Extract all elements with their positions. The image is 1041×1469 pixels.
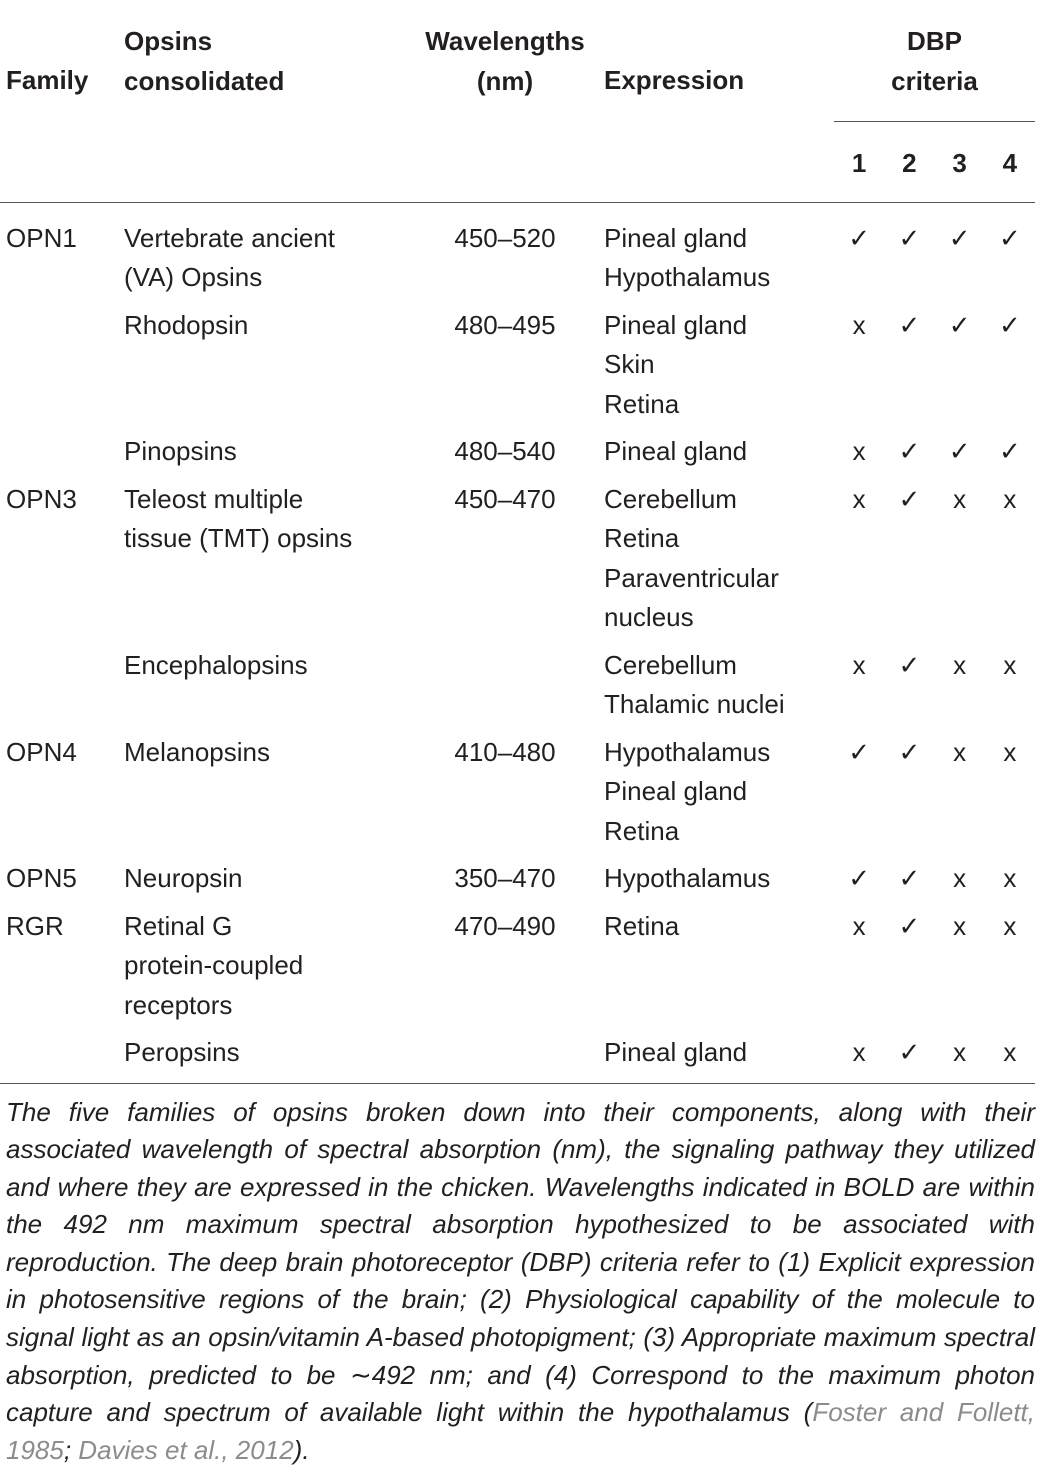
opsin-line: Retinal G xyxy=(124,907,406,947)
cell-opsin xyxy=(124,859,406,907)
cell-expression xyxy=(604,432,834,480)
table-body xyxy=(0,202,1035,1083)
cell-dbp-1: x xyxy=(834,432,884,480)
expression-line: nucleus xyxy=(604,598,834,638)
cell-dbp-2: ✓ xyxy=(884,646,934,733)
cell-family: OPN3 xyxy=(0,480,124,646)
table-caption xyxy=(6,1084,1035,1469)
opsin-line: Vertebrate ancient xyxy=(124,219,406,259)
cell-expression xyxy=(604,907,834,1034)
cell-expression xyxy=(604,1033,834,1083)
cell-expression xyxy=(604,733,834,860)
cell-family xyxy=(0,306,124,433)
expression-line: Hypothalamus xyxy=(604,733,834,773)
expression-line: Thalamic nuclei xyxy=(604,685,834,725)
cell-dbp-4: x xyxy=(985,646,1035,733)
caption-text: The five families of opsins broken down into their components, along with their associated wavelength of spectral absorption (nm), the signaling pathway they utilized and where they are expressed in the chicken. Wavelengths indicated in BOLD are within the 492 nm maximum spectral absorption hypothesized to be associated with reproduction. The deep brain photoreceptor (DBP) criteria refer to (1) Explicit expression in photosensitive regions of the brain; (2) Physiological capability of the molecule to signal light as an opsin/vitamin A-based photopigment; (3) Appropriate maximum spectral absorption, predicted to be ∼492 nm; and (4) Correspond to the maximum photon capture and spectrum of available light within the hypothalamus ( xyxy=(6,1097,1035,1428)
opsin-line: Pinopsins xyxy=(124,432,406,472)
cell-dbp-2: ✓ xyxy=(884,432,934,480)
table-row xyxy=(0,907,1035,1034)
caption-end: ). xyxy=(294,1435,310,1465)
cell-dbp-4: ✓ xyxy=(985,432,1035,480)
header-dbp-1: 1 xyxy=(834,122,884,203)
expression-line: Pineal gland xyxy=(604,306,834,346)
cell-dbp-3: x xyxy=(935,1033,985,1083)
cell-wavelength: 480–495 xyxy=(406,306,604,433)
table-header xyxy=(0,0,1035,202)
opsin-line: Rhodopsin xyxy=(124,306,406,346)
table-row xyxy=(0,859,1035,907)
cell-family xyxy=(0,1033,124,1083)
cell-dbp-3: ✓ xyxy=(935,432,985,480)
opsin-line: protein-coupled xyxy=(124,946,406,986)
expression-line: Paraventricular xyxy=(604,559,834,599)
header-dbp-2: 2 xyxy=(884,122,934,203)
header-dbp-criteria: DBP criteria xyxy=(834,0,1035,122)
header-expression: Expression xyxy=(604,0,834,202)
cell-opsin xyxy=(124,907,406,1034)
cell-dbp-1: x xyxy=(834,646,884,733)
cell-dbp-2: ✓ xyxy=(884,733,934,860)
cell-dbp-3: x xyxy=(935,480,985,646)
header-dbp-3: 3 xyxy=(935,122,985,203)
table-row xyxy=(0,733,1035,860)
opsin-line: (VA) Opsins xyxy=(124,258,406,298)
cell-dbp-4: x xyxy=(985,1033,1035,1083)
cell-opsin xyxy=(124,202,406,306)
cell-dbp-2: ✓ xyxy=(884,1033,934,1083)
cell-dbp-1: x xyxy=(834,907,884,1034)
cell-dbp-1: ✓ xyxy=(834,202,884,306)
opsin-line: Melanopsins xyxy=(124,733,406,773)
cell-dbp-3: x xyxy=(935,646,985,733)
expression-line: Cerebellum xyxy=(604,480,834,520)
expression-line: Skin xyxy=(604,345,834,385)
cell-expression xyxy=(604,646,834,733)
cell-dbp-2: ✓ xyxy=(884,907,934,1034)
cell-dbp-4: ✓ xyxy=(985,202,1035,306)
expression-line: Pineal gland xyxy=(604,432,834,472)
cell-dbp-1: ✓ xyxy=(834,859,884,907)
header-wavelengths: Wavelengths (nm) xyxy=(406,0,604,202)
cell-opsin xyxy=(124,646,406,733)
cell-dbp-4: x xyxy=(985,859,1035,907)
cell-family: OPN5 xyxy=(0,859,124,907)
cell-wavelength: 450–470 xyxy=(406,480,604,646)
expression-line: Retina xyxy=(604,519,834,559)
table-row xyxy=(0,646,1035,733)
cell-wavelength: 350–470 xyxy=(406,859,604,907)
cell-expression xyxy=(604,306,834,433)
cell-dbp-3: ✓ xyxy=(935,306,985,433)
expression-line: Retina xyxy=(604,812,834,852)
cell-opsin xyxy=(124,1033,406,1083)
cell-family xyxy=(0,646,124,733)
header-opsins: Opsins consolidated xyxy=(124,0,406,202)
expression-line: Retina xyxy=(604,385,834,425)
cell-wavelength xyxy=(406,646,604,733)
cell-family: OPN4 xyxy=(0,733,124,860)
cell-expression xyxy=(604,480,834,646)
cell-dbp-1: x xyxy=(834,1033,884,1083)
cell-dbp-4: x xyxy=(985,733,1035,860)
opsin-line: Neuropsin xyxy=(124,859,406,899)
cell-wavelength: 450–520 xyxy=(406,202,604,306)
cell-opsin xyxy=(124,432,406,480)
expression-line: Retina xyxy=(604,907,834,947)
citation-link-foster[interactable]: Foster and Follett, 1985 xyxy=(6,1397,1035,1465)
opsin-line: Peropsins xyxy=(124,1033,406,1073)
cell-family: RGR xyxy=(0,907,124,1034)
table-row xyxy=(0,1033,1035,1083)
cell-dbp-1: x xyxy=(834,480,884,646)
table-row xyxy=(0,202,1035,306)
cell-dbp-3: x xyxy=(935,907,985,1034)
cell-opsin xyxy=(124,733,406,860)
expression-line: Pineal gland xyxy=(604,772,834,812)
opsin-line: tissue (TMT) opsins xyxy=(124,519,406,559)
cell-dbp-4: x xyxy=(985,480,1035,646)
cell-wavelength xyxy=(406,1033,604,1083)
cell-dbp-2: ✓ xyxy=(884,202,934,306)
opsin-line: receptors xyxy=(124,986,406,1026)
expression-line: Hypothalamus xyxy=(604,258,834,298)
cell-opsin xyxy=(124,480,406,646)
cell-dbp-1: x xyxy=(834,306,884,433)
expression-line: Cerebellum xyxy=(604,646,834,686)
expression-line: Pineal gland xyxy=(604,1033,834,1073)
expression-line: Pineal gland xyxy=(604,219,834,259)
cell-dbp-3: x xyxy=(935,733,985,860)
cell-wavelength: 410–480 xyxy=(406,733,604,860)
expression-line: Hypothalamus xyxy=(604,859,834,899)
cell-dbp-3: x xyxy=(935,859,985,907)
cell-dbp-2: ✓ xyxy=(884,306,934,433)
opsin-line: Teleost multiple xyxy=(124,480,406,520)
header-dbp-4: 4 xyxy=(985,122,1035,203)
header-family: Family xyxy=(0,0,124,202)
table-row xyxy=(0,480,1035,646)
citation-link-davies[interactable]: Davies et al., 2012 xyxy=(78,1435,293,1465)
table-row xyxy=(0,432,1035,480)
cell-family: OPN1 xyxy=(0,202,124,306)
cell-wavelength: 480–540 xyxy=(406,432,604,480)
cell-family xyxy=(0,432,124,480)
cell-dbp-4: ✓ xyxy=(985,306,1035,433)
caption-separator: ; xyxy=(64,1435,78,1465)
cell-dbp-3: ✓ xyxy=(935,202,985,306)
cell-dbp-1: ✓ xyxy=(834,733,884,860)
cell-expression xyxy=(604,859,834,907)
table-row xyxy=(0,306,1035,433)
cell-dbp-2: ✓ xyxy=(884,859,934,907)
cell-wavelength: 470–490 xyxy=(406,907,604,1034)
cell-dbp-4: x xyxy=(985,907,1035,1034)
cell-opsin xyxy=(124,306,406,433)
opsin-line: Encephalopsins xyxy=(124,646,406,686)
cell-expression xyxy=(604,202,834,306)
cell-dbp-2: ✓ xyxy=(884,480,934,646)
